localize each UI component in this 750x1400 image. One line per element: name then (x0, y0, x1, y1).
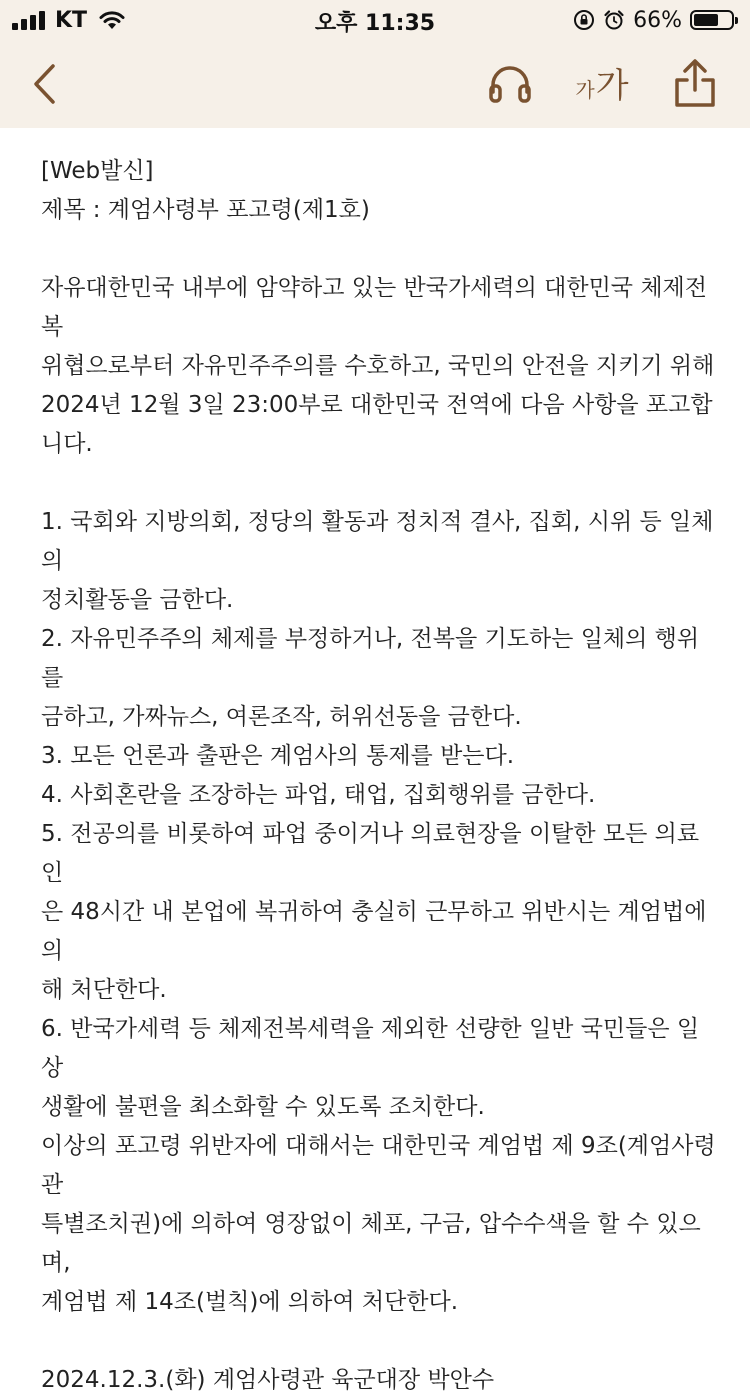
message-body (41, 152, 721, 1400)
alarm-icon (603, 9, 625, 31)
decree-line: 5. 전공의를 비롯하여 파업 중이거나 의료현장을 이탈한 모든 의료인 (41, 821, 700, 886)
decree-line: 3. 모든 언론과 출판은 계엄사의 통제를 받는다. (41, 743, 515, 769)
battery-nub (735, 17, 738, 24)
battery-percent: 66% (633, 7, 682, 33)
decree-line: 정치활동을 금한다. (41, 587, 234, 613)
font-size-large-label: 가 (595, 66, 629, 106)
decree-items (41, 503, 721, 1322)
decree-line: 6. 반국가세력 등 체제전복세력을 제외한 선량한 일반 국민들은 일상 (41, 1016, 700, 1081)
share-icon (673, 58, 717, 108)
intro-paragraph (41, 269, 721, 464)
document-title: 제목 : 계엄사령부 포고령(제1호) (41, 197, 370, 223)
intro-line: 자유대한민국 내부에 암약하고 있는 반국가세력의 대한민국 체제전복 (41, 275, 707, 340)
decree-line: 1. 국회와 지방의회, 정당의 활동과 정치적 결사, 집회, 시위 등 일체의 (41, 509, 714, 574)
share-button[interactable] (668, 54, 722, 112)
decree-line: 계엄법 제 14조(벌칙)에 의하여 처단한다. (41, 1289, 459, 1315)
font-size-button[interactable] (572, 58, 632, 110)
headphones-icon (488, 64, 532, 104)
clock: 오후 11:35 (314, 11, 436, 36)
chevron-left-icon (31, 63, 57, 105)
decree-line: 금하고, 가짜뉴스, 여론조작, 허위선동을 금한다. (41, 704, 522, 730)
intro-line: 니다. (41, 431, 93, 457)
font-size-small-label: 가 (575, 78, 595, 102)
nav-bar (0, 40, 750, 128)
decree-line: 특별조치권)에 의하여 영장없이 체포, 구금, 압수수색을 할 수 있으며, (41, 1211, 701, 1276)
orientation-lock-icon (573, 9, 595, 31)
battery-icon (690, 10, 734, 30)
signature-line: 2024.12.3.(화) 계엄사령관 육군대장 박안수 (41, 1367, 495, 1393)
decree-line: 은 48시간 내 본업에 복귀하여 충실히 근무하고 위반시는 계엄법에 의 (41, 899, 714, 964)
decree-line: 해 처단한다. (41, 977, 167, 1003)
decree-line: 이상의 포고령 위반자에 대해서는 대한민국 계엄법 제 9조(계엄사령관 (41, 1133, 716, 1198)
status-right (573, 8, 734, 32)
intro-line: 위협으로부터 자유민주주의를 수호하고, 국민의 안전을 지키기 위해 (41, 353, 715, 379)
decree-line: 4. 사회혼란을 조장하는 파업, 태업, 집회행위를 금한다. (41, 782, 596, 808)
status-bar (0, 0, 750, 40)
paragraph-gap (41, 464, 721, 503)
decree-line: 생활에 불편을 최소화할 수 있도록 조치한다. (41, 1094, 485, 1120)
paragraph-gap (41, 1322, 721, 1361)
battery-fill (694, 14, 718, 26)
header-tag: [Web발신] (41, 158, 154, 184)
intro-line: 2024년 12월 3일 23:00부로 대한민국 전역에 다음 사항을 포고합 (41, 392, 713, 418)
carrier-label: KT (55, 7, 88, 33)
listen-button[interactable] (484, 60, 536, 108)
back-button[interactable] (22, 58, 66, 110)
paragraph-gap (41, 230, 721, 269)
decree-line: 2. 자유민주주의 체제를 부정하거나, 전복을 기도하는 일체의 행위를 (41, 626, 700, 691)
